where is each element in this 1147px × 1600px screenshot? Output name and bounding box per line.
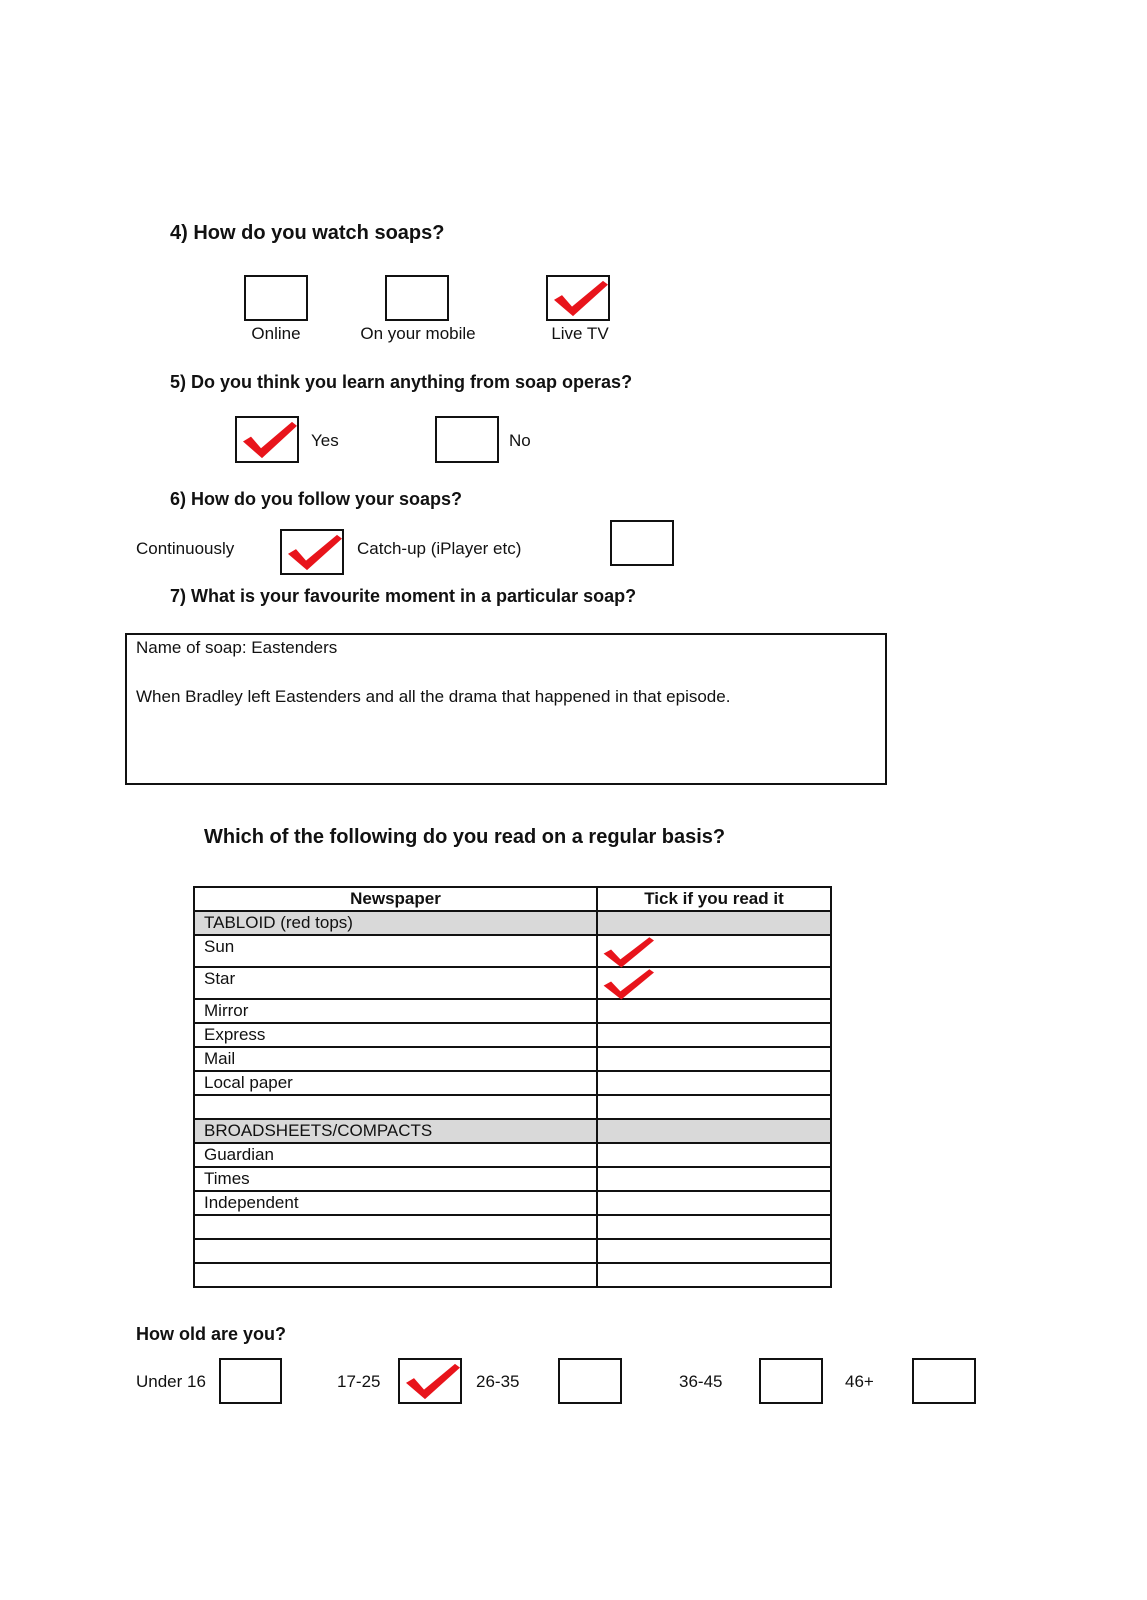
tick-cell[interactable] <box>597 1119 831 1143</box>
checkbox-online[interactable] <box>244 275 308 321</box>
label-under-16: Under 16 <box>136 1372 206 1391</box>
tick-cell[interactable] <box>597 935 831 967</box>
q5-title: 5) Do you think you learn anything from soap operas? <box>170 372 633 392</box>
label-catch-up: Catch-up (iPlayer etc) <box>357 539 522 558</box>
tick-cell[interactable] <box>597 1263 831 1287</box>
tick-cell[interactable] <box>597 1167 831 1191</box>
favourite-moment-text: When Bradley left Eastenders and all the drama that happened in that episode. <box>136 687 731 706</box>
tick-cell[interactable] <box>597 999 831 1023</box>
checkbox-no[interactable] <box>435 416 499 463</box>
q7-title: 7) What is your favourite moment in a particular soap? <box>170 586 637 606</box>
label-no: No <box>509 431 531 450</box>
table-row <box>194 967 831 999</box>
tick-icon <box>598 934 654 970</box>
tick-icon <box>237 418 297 461</box>
label-mobile: On your mobile <box>360 324 476 343</box>
tick-cell[interactable] <box>597 1143 831 1167</box>
tick-icon <box>598 966 654 1002</box>
newspaper-name: Independent <box>194 1191 597 1215</box>
newspaper-name: Express <box>194 1023 597 1047</box>
table-row <box>194 1071 831 1095</box>
label-36-45: 36-45 <box>679 1372 723 1391</box>
table-row <box>194 999 831 1023</box>
checkbox-catch-up[interactable] <box>610 520 674 566</box>
column-header-tick: Tick if you read it <box>597 887 831 911</box>
table-row <box>194 1239 831 1263</box>
tick-cell[interactable] <box>597 1071 831 1095</box>
table-row <box>194 1023 831 1047</box>
newspaper-name: Times <box>194 1167 597 1191</box>
newspaper-name <box>194 1239 597 1263</box>
tick-cell[interactable] <box>597 911 831 935</box>
label-46-plus: 46+ <box>845 1372 874 1391</box>
newspaper-name: Sun <box>194 935 597 967</box>
checkbox-continuously[interactable] <box>280 529 344 575</box>
checkbox-26-35[interactable] <box>558 1358 622 1404</box>
tick-icon <box>400 1360 460 1402</box>
table-row <box>194 1215 831 1239</box>
newspaper-name <box>194 1263 597 1287</box>
tick-icon <box>282 531 342 573</box>
label-17-25: 17-25 <box>337 1372 381 1391</box>
table-section-row <box>194 911 831 935</box>
newspaper-name: Mail <box>194 1047 597 1071</box>
newspaper-name: TABLOID (red tops) <box>194 911 597 935</box>
checkbox-46-plus[interactable] <box>912 1358 976 1404</box>
newspaper-name <box>194 1095 597 1119</box>
table-row <box>194 1143 831 1167</box>
table-row <box>194 1191 831 1215</box>
label-online: Online <box>251 324 301 343</box>
newspapers-title: Which of the following do you read on a regular basis? <box>204 826 726 848</box>
q6-title: 6) How do you follow your soaps? <box>170 489 463 509</box>
tick-cell[interactable] <box>597 967 831 999</box>
soap-name: Name of soap: Eastenders <box>136 638 338 657</box>
tick-icon <box>548 277 608 319</box>
newspaper-name: Mirror <box>194 999 597 1023</box>
newspaper-name: Guardian <box>194 1143 597 1167</box>
column-header-newspaper: Newspaper <box>194 887 597 911</box>
table-row <box>194 1263 831 1287</box>
table-section-row <box>194 1119 831 1143</box>
newspaper-name: Local paper <box>194 1071 597 1095</box>
table-row <box>194 1167 831 1191</box>
tick-cell[interactable] <box>597 1023 831 1047</box>
table-row <box>194 1047 831 1071</box>
checkbox-under-16[interactable] <box>219 1358 282 1404</box>
newspaper-name <box>194 1215 597 1239</box>
q4-title: 4) How do you watch soaps? <box>170 222 445 244</box>
label-yes: Yes <box>311 431 339 450</box>
label-26-35: 26-35 <box>476 1372 520 1391</box>
checkbox-17-25[interactable] <box>398 1358 462 1404</box>
newspaper-name: BROADSHEETS/COMPACTS <box>194 1119 597 1143</box>
table-row <box>194 1095 831 1119</box>
tick-cell[interactable] <box>597 1191 831 1215</box>
tick-cell[interactable] <box>597 1047 831 1071</box>
tick-cell[interactable] <box>597 1095 831 1119</box>
tick-cell[interactable] <box>597 1215 831 1239</box>
favourite-moment-answer-box[interactable] <box>125 633 887 785</box>
checkbox-live-tv[interactable] <box>546 275 610 321</box>
label-live-tv: Live TV <box>551 324 609 343</box>
checkbox-yes[interactable] <box>235 416 299 463</box>
newspaper-table <box>193 886 832 1288</box>
tick-cell[interactable] <box>597 1239 831 1263</box>
table-row <box>194 935 831 967</box>
age-title: How old are you? <box>136 1324 287 1344</box>
checkbox-36-45[interactable] <box>759 1358 823 1404</box>
label-continuously: Continuously <box>136 539 235 558</box>
newspaper-name: Star <box>194 967 597 999</box>
checkbox-mobile[interactable] <box>385 275 449 321</box>
